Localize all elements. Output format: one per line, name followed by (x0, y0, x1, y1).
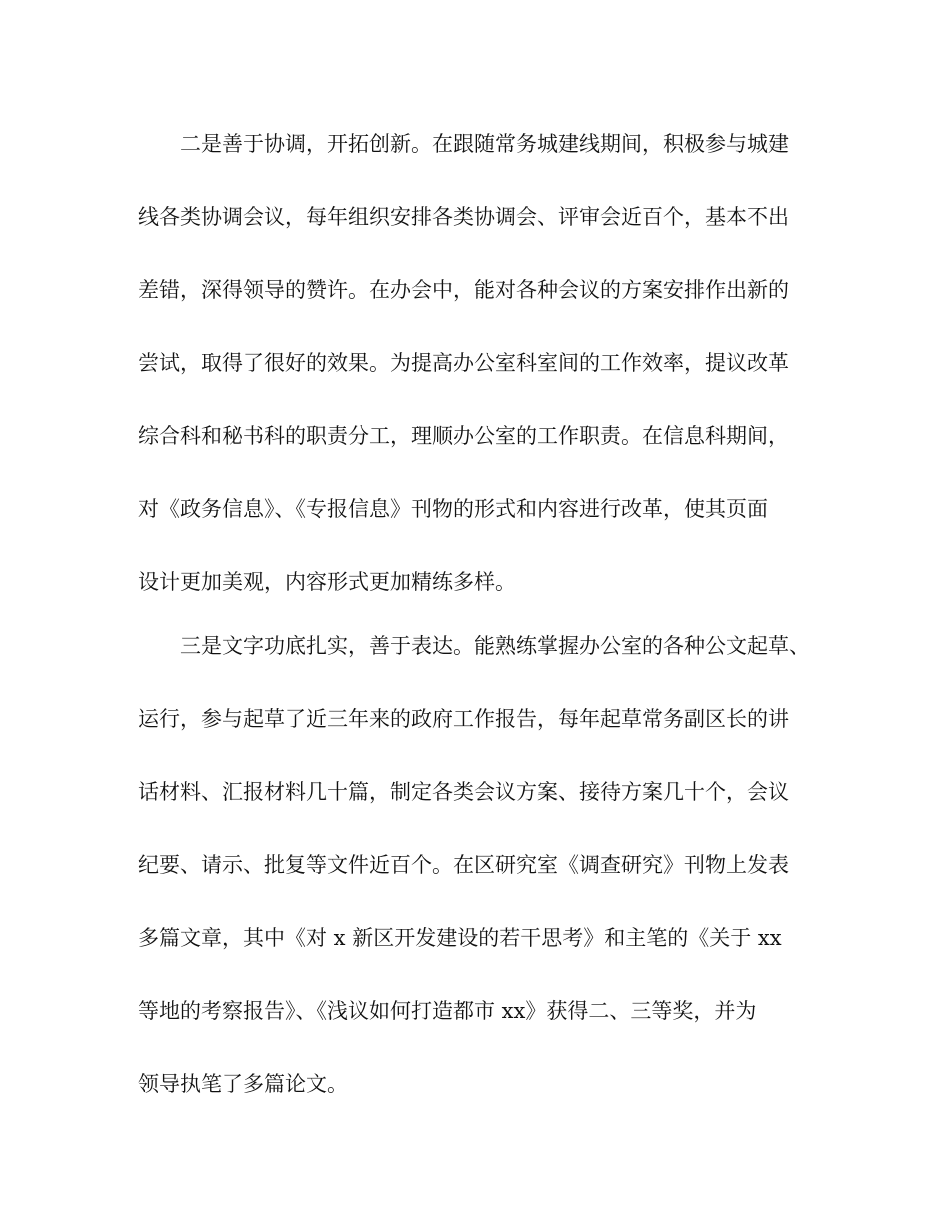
text-line: 尝试，取得了很好的效果。为提高办公室科室间的工作效率，提议改革 (138, 351, 789, 375)
text-line: 差错，深得领导的赞许。在办会中，能对各种会议的方案安排作出新的 (138, 278, 789, 302)
text-line: 纪要、请示、批复等文件近百个。在区研究室《调查研究》刊物上发表 (138, 853, 789, 877)
text-line: 多篇文章，其中《对 x 新区开发建设的若干思考》和主笔的《关于 xx (138, 926, 782, 950)
text-line: 话材料、汇报材料几十篇，制定各类会议方案、接待方案几十个，会议 (138, 780, 789, 804)
text-line: 设计更加美观，内容形式更加精练多样。 (138, 570, 516, 594)
text-line: 领导执笔了多篇论文。 (138, 1072, 348, 1096)
text-line: 三是文字功底扎实，善于表达。能熟练掌握办公室的各种公文起草、 (138, 634, 810, 658)
text-line: 运行，参与起草了近三年来的政府工作报告，每年起草常务副区长的讲 (138, 707, 789, 731)
text-line: 线各类协调会议，每年组织安排各类协调会、评审会近百个，基本不出 (138, 205, 789, 229)
text-line: 二是善于协调，开拓创新。在跟随常务城建线期间，积极参与城建 (138, 132, 789, 156)
text-line: 综合科和秘书科的职责分工，理顺办公室的工作职责。在信息科期间， (138, 424, 789, 448)
text-line: 对《政务信息》、《专报信息》刊物的形式和内容进行改革，使其页面 (138, 497, 768, 521)
text-line: 等地的考察报告》、《浅议如何打造都市 xx》获得二、三等奖，并为 (138, 999, 757, 1023)
